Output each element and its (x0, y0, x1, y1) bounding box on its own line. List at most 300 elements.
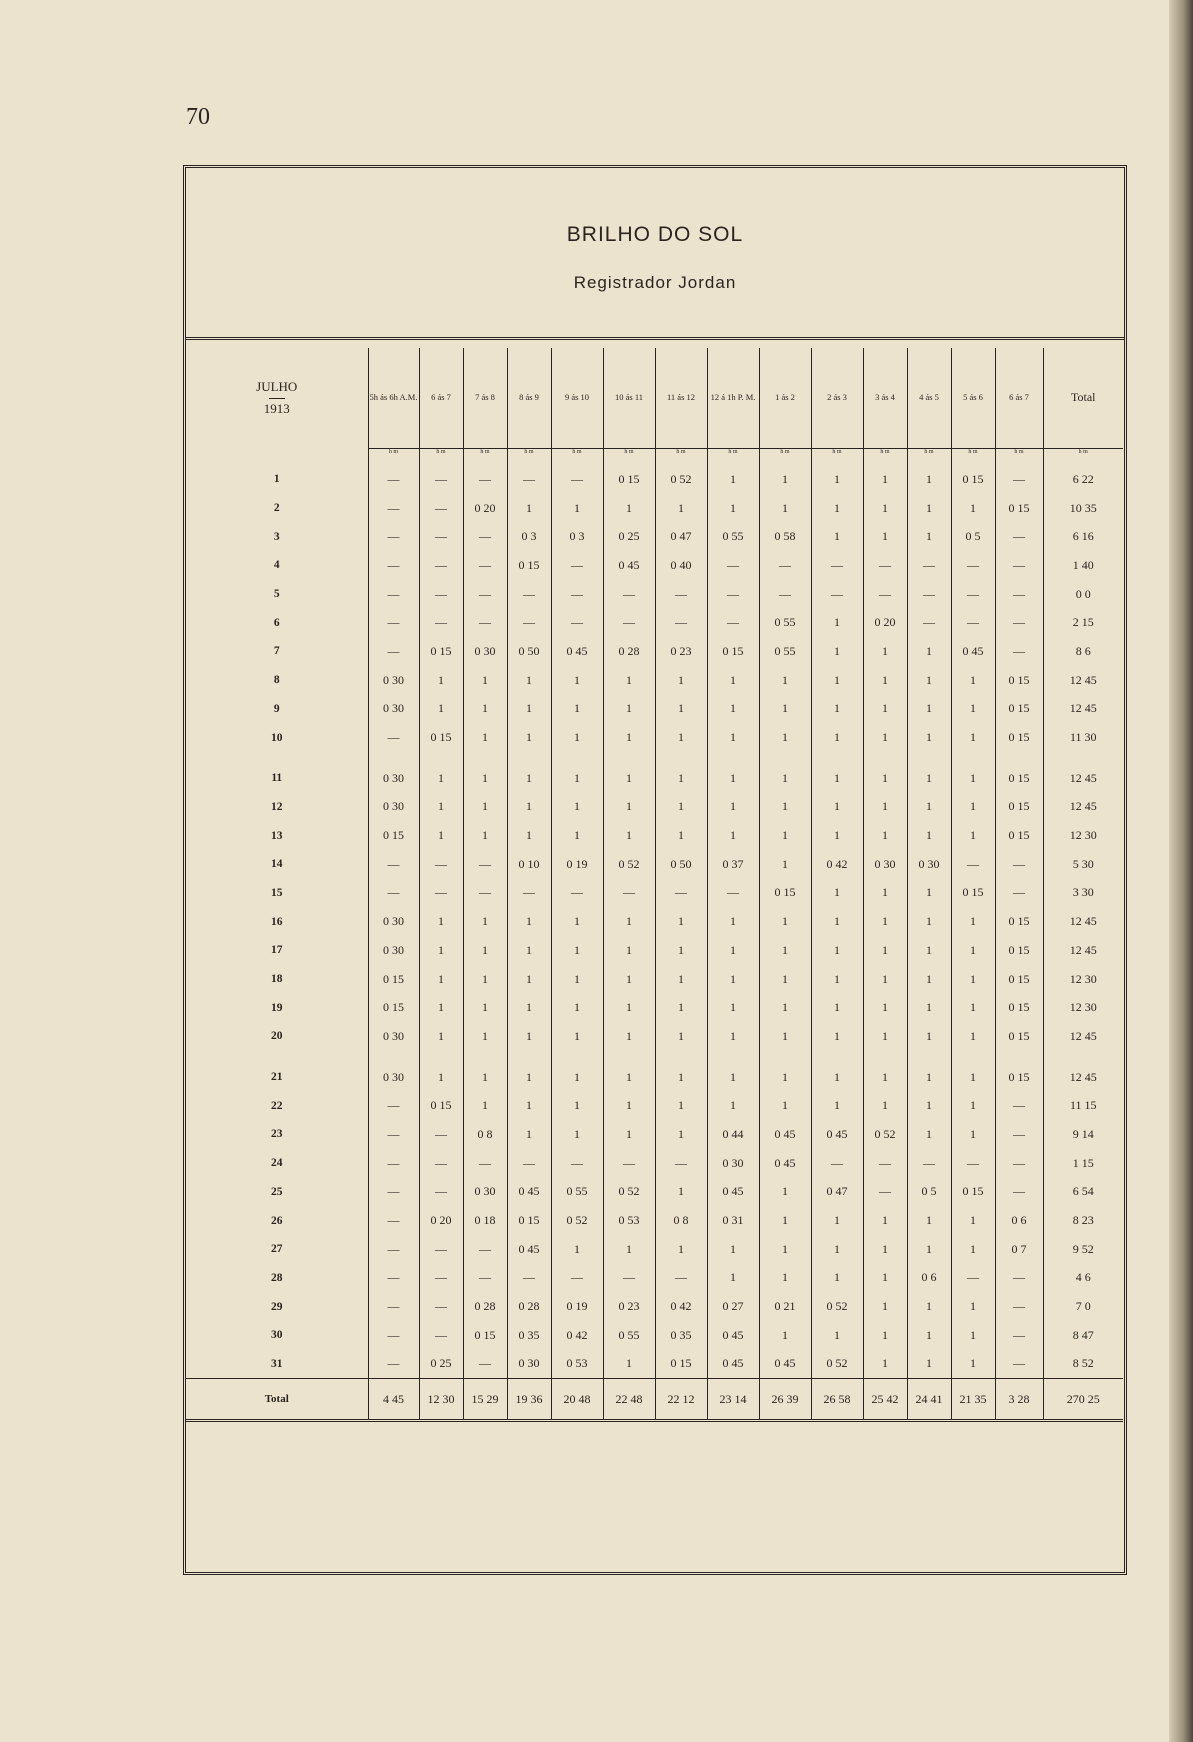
value-cell: 0 15 (368, 993, 419, 1022)
value-cell: 1 (951, 752, 995, 793)
value-cell: — (811, 1149, 863, 1178)
value-cell: 0 5 (951, 522, 995, 551)
value-cell: 12 30 (1043, 821, 1123, 850)
value-cell: 1 (655, 1178, 707, 1207)
value-cell: 1 (907, 1235, 951, 1264)
value-cell: 1 (603, 793, 655, 822)
value-cell: 1 (707, 821, 759, 850)
value-cell: 1 (907, 637, 951, 666)
value-cell: 0 5 (907, 1178, 951, 1207)
value-cell: — (463, 608, 507, 637)
day-cell: 21 (271, 1071, 283, 1084)
value-cell: 1 (811, 637, 863, 666)
day-cell: 9 (273, 702, 280, 715)
value-cell: 1 (507, 695, 551, 724)
value-cell: 11 15 (1043, 1091, 1123, 1120)
value-cell: 1 (863, 936, 907, 965)
value-cell: — (419, 494, 463, 523)
value-cell: 0 55 (759, 608, 811, 637)
value-cell: 0 42 (551, 1321, 603, 1350)
value-cell: 1 (551, 821, 603, 850)
value-cell: — (995, 551, 1043, 580)
value-cell: — (419, 465, 463, 494)
column-header: 5 ás 6 (951, 348, 995, 449)
value-cell: 0 15 (655, 1350, 707, 1379)
value-cell: 12 30 (1043, 965, 1123, 994)
value-cell: 1 (603, 907, 655, 936)
value-cell: — (551, 580, 603, 609)
value-cell: — (419, 1149, 463, 1178)
table-row (186, 850, 1123, 879)
value-cell: 1 (811, 695, 863, 724)
value-cell: — (507, 1264, 551, 1293)
value-cell: 0 15 (463, 1321, 507, 1350)
day-cell: 15 (271, 886, 283, 899)
value-cell: 1 (655, 494, 707, 523)
value-cell: 1 (507, 1091, 551, 1120)
value-cell: 0 15 (995, 1051, 1043, 1092)
page-edge (1169, 0, 1193, 1742)
value-cell: 1 (951, 695, 995, 724)
value-cell: — (463, 850, 507, 879)
value-cell: 0 15 (995, 793, 1043, 822)
value-cell: 1 (811, 465, 863, 494)
value-cell: 1 (759, 1321, 811, 1350)
value-cell: 1 (759, 936, 811, 965)
value-cell: — (951, 850, 995, 879)
value-cell: 0 6 (907, 1264, 951, 1293)
unit-spacer (186, 449, 368, 466)
value-cell: 1 (951, 494, 995, 523)
value-cell: 1 (551, 965, 603, 994)
value-cell: 0 20 (463, 494, 507, 523)
value-cell: 1 (863, 821, 907, 850)
value-cell: 0 52 (603, 1178, 655, 1207)
value-cell: 1 (419, 993, 463, 1022)
value-cell: 0 53 (603, 1206, 655, 1235)
value-cell: 1 (655, 821, 707, 850)
value-cell: — (419, 551, 463, 580)
value-cell: 0 19 (551, 1292, 603, 1321)
value-cell: 1 (863, 695, 907, 724)
value-cell: 0 30 (368, 936, 419, 965)
table-row (186, 1149, 1123, 1178)
value-cell: 1 (907, 666, 951, 695)
value-cell: 0 45 (707, 1178, 759, 1207)
value-cell: 0 45 (551, 637, 603, 666)
value-cell: 0 8 (655, 1206, 707, 1235)
value-cell: 0 40 (655, 551, 707, 580)
value-cell: 0 50 (507, 637, 551, 666)
value-cell: 12 45 (1043, 936, 1123, 965)
value-cell: 1 (907, 1206, 951, 1235)
day-cell: 16 (271, 915, 283, 928)
value-cell: — (863, 580, 907, 609)
value-cell: 1 (603, 752, 655, 793)
value-cell: 1 (951, 1051, 995, 1092)
value-cell: 0 47 (655, 522, 707, 551)
value-cell: 1 (655, 793, 707, 822)
value-cell: 1 (507, 1022, 551, 1051)
total-cell: 3 28 (995, 1379, 1043, 1421)
value-cell: 1 (863, 752, 907, 793)
value-cell: 1 (603, 1350, 655, 1379)
table-row (186, 907, 1123, 936)
value-cell: — (368, 1149, 419, 1178)
value-cell: 1 (507, 965, 551, 994)
value-cell: — (995, 1178, 1043, 1207)
value-cell: 1 (863, 1206, 907, 1235)
value-cell: 8 47 (1043, 1321, 1123, 1350)
value-cell: 1 (951, 1206, 995, 1235)
value-cell: 1 (707, 965, 759, 994)
value-cell: — (463, 1149, 507, 1178)
value-cell: 1 (863, 1091, 907, 1120)
unit-label: h m (419, 449, 463, 466)
value-cell: — (368, 1350, 419, 1379)
value-cell: — (995, 850, 1043, 879)
value-cell: 0 30 (863, 850, 907, 879)
table-row (186, 1091, 1123, 1120)
value-cell: 0 15 (995, 965, 1043, 994)
value-cell: — (603, 1149, 655, 1178)
value-cell: 0 3 (507, 522, 551, 551)
value-cell: 6 54 (1043, 1178, 1123, 1207)
value-cell: 1 (759, 1022, 811, 1051)
value-cell: 1 (603, 695, 655, 724)
value-cell: — (368, 1091, 419, 1120)
value-cell: 0 15 (707, 637, 759, 666)
value-cell: — (419, 1235, 463, 1264)
value-cell: — (951, 1264, 995, 1293)
value-cell: 1 (507, 752, 551, 793)
value-cell: 1 (463, 821, 507, 850)
value-cell: 1 (759, 752, 811, 793)
value-cell: 1 (907, 1051, 951, 1092)
value-cell: 1 (811, 1206, 863, 1235)
value-cell: 1 (759, 1178, 811, 1207)
value-cell: — (419, 522, 463, 551)
value-cell: 1 (863, 522, 907, 551)
value-cell: — (463, 522, 507, 551)
value-cell: 1 (811, 752, 863, 793)
value-cell: 12 45 (1043, 1051, 1123, 1092)
column-header: 8 ás 9 (507, 348, 551, 449)
value-cell: 1 (655, 907, 707, 936)
value-cell: 0 15 (995, 936, 1043, 965)
value-cell: — (419, 879, 463, 908)
value-cell: 1 (551, 793, 603, 822)
table-row (186, 494, 1123, 523)
value-cell: 1 (507, 1120, 551, 1149)
value-cell: 1 (707, 723, 759, 752)
total-cell: 270 25 (1043, 1379, 1123, 1421)
value-cell: 1 (507, 723, 551, 752)
table-row (186, 1235, 1123, 1264)
page-number: 70 (186, 104, 210, 130)
value-cell: — (995, 1350, 1043, 1379)
value-cell: 0 52 (811, 1292, 863, 1321)
value-cell: — (551, 1149, 603, 1178)
day-cell: 27 (271, 1243, 283, 1256)
value-cell: 0 20 (863, 608, 907, 637)
value-cell: — (995, 1149, 1043, 1178)
day-cell: 5 (273, 588, 280, 601)
value-cell: 1 (759, 1091, 811, 1120)
day-cell: 25 (271, 1185, 283, 1198)
unit-label: h m (603, 449, 655, 466)
unit-label: h m (1043, 449, 1123, 466)
value-cell: 1 (759, 993, 811, 1022)
total-cell: 22 48 (603, 1379, 655, 1421)
value-cell: — (907, 580, 951, 609)
value-cell: 1 (419, 752, 463, 793)
column-header: 4 ás 5 (907, 348, 951, 449)
value-cell: 1 (507, 793, 551, 822)
value-cell: — (419, 1178, 463, 1207)
column-header: 9 ás 10 (551, 348, 603, 449)
day-cell: 18 (271, 973, 283, 986)
value-cell: 1 (507, 821, 551, 850)
value-cell: 0 55 (551, 1178, 603, 1207)
value-cell: 1 (463, 936, 507, 965)
unit-label: h m (863, 449, 907, 466)
value-cell: 0 47 (811, 1178, 863, 1207)
value-cell: — (995, 1264, 1043, 1293)
value-cell: 1 (951, 666, 995, 695)
value-cell: 2 15 (1043, 608, 1123, 637)
value-cell: 0 52 (655, 465, 707, 494)
value-cell: — (995, 608, 1043, 637)
value-cell: 1 (551, 907, 603, 936)
value-cell: 0 15 (995, 723, 1043, 752)
value-cell: 0 53 (551, 1350, 603, 1379)
value-cell: 12 45 (1043, 695, 1123, 724)
table-row (186, 1350, 1123, 1379)
table-row (186, 965, 1123, 994)
column-header: 6 ás 7 (419, 348, 463, 449)
value-cell: 0 15 (995, 821, 1043, 850)
value-cell: 1 (811, 1091, 863, 1120)
value-cell: 1 (463, 723, 507, 752)
value-cell: 0 15 (368, 821, 419, 850)
value-cell: 0 52 (551, 1206, 603, 1235)
day-cell: 31 (271, 1357, 283, 1370)
value-cell: — (368, 850, 419, 879)
value-cell: 1 (655, 1022, 707, 1051)
value-cell: 0 19 (551, 850, 603, 879)
value-cell: 0 55 (759, 637, 811, 666)
value-cell: 1 (951, 821, 995, 850)
value-cell: 0 15 (507, 551, 551, 580)
value-cell: 1 (707, 1091, 759, 1120)
value-cell: 1 (759, 723, 811, 752)
value-cell: 1 (603, 723, 655, 752)
value-cell: 0 31 (707, 1206, 759, 1235)
value-cell: 0 10 (507, 850, 551, 879)
unit-label: h m (463, 449, 507, 466)
value-cell: — (507, 879, 551, 908)
value-cell: 1 (907, 907, 951, 936)
value-cell: 1 (551, 723, 603, 752)
value-cell: — (368, 1120, 419, 1149)
table-row (186, 879, 1123, 908)
value-cell: 0 30 (507, 1350, 551, 1379)
value-cell: 0 45 (811, 1120, 863, 1149)
value-cell: — (368, 1178, 419, 1207)
value-cell: 1 (707, 465, 759, 494)
value-cell: — (907, 551, 951, 580)
day-cell: 28 (271, 1271, 283, 1284)
unit-label: h m (907, 449, 951, 466)
value-cell: 0 15 (951, 465, 995, 494)
value-cell: — (707, 608, 759, 637)
value-cell: 1 (603, 993, 655, 1022)
value-cell: 1 (907, 695, 951, 724)
value-cell: 1 (951, 936, 995, 965)
unit-label: h m (507, 449, 551, 466)
value-cell: — (995, 465, 1043, 494)
value-cell: 1 (655, 1235, 707, 1264)
value-cell: — (507, 608, 551, 637)
value-cell: 0 15 (419, 1091, 463, 1120)
value-cell: 1 (759, 1264, 811, 1293)
value-cell: — (419, 1292, 463, 1321)
value-cell: — (368, 494, 419, 523)
value-cell: 1 (707, 695, 759, 724)
value-cell: 12 45 (1043, 907, 1123, 936)
value-cell: 1 (707, 1264, 759, 1293)
value-cell: 1 (463, 993, 507, 1022)
value-cell: 1 (603, 1120, 655, 1149)
value-cell: 0 21 (759, 1292, 811, 1321)
value-cell: 1 (951, 1235, 995, 1264)
value-cell: 0 30 (368, 1051, 419, 1092)
day-cell: 30 (271, 1329, 283, 1342)
value-cell: 1 (863, 1292, 907, 1321)
month-label: JULHO (256, 378, 298, 394)
table-row (186, 1264, 1123, 1293)
value-cell: 4 6 (1043, 1264, 1123, 1293)
value-cell: 0 18 (463, 1206, 507, 1235)
value-cell: 1 (419, 821, 463, 850)
value-cell: — (507, 465, 551, 494)
value-cell: 1 (811, 522, 863, 551)
unit-label: h m (551, 449, 603, 466)
value-cell: 0 42 (811, 850, 863, 879)
value-cell: 0 23 (603, 1292, 655, 1321)
value-cell: 0 30 (368, 1022, 419, 1051)
value-cell: 1 (655, 936, 707, 965)
value-cell: 1 (811, 965, 863, 994)
value-cell: — (655, 1149, 707, 1178)
value-cell: 1 (811, 1022, 863, 1051)
day-cell: 17 (271, 944, 283, 957)
day-cell: 14 (271, 858, 283, 871)
day-cell: 23 (271, 1128, 283, 1141)
value-cell: — (655, 608, 707, 637)
value-cell: 0 28 (603, 637, 655, 666)
value-cell: 1 (463, 752, 507, 793)
value-cell: 1 (603, 1091, 655, 1120)
value-cell: 0 7 (995, 1235, 1043, 1264)
unit-label: h m (707, 449, 759, 466)
value-cell: 9 52 (1043, 1235, 1123, 1264)
value-cell: 1 (419, 1022, 463, 1051)
value-cell: 0 30 (368, 752, 419, 793)
table-row (186, 608, 1123, 637)
value-cell: 1 (863, 993, 907, 1022)
table-row (186, 1206, 1123, 1235)
value-cell: 1 (759, 907, 811, 936)
value-cell: 1 (759, 1235, 811, 1264)
value-cell: — (951, 580, 995, 609)
value-cell: — (811, 551, 863, 580)
table-row (186, 1178, 1123, 1207)
value-cell: — (463, 1235, 507, 1264)
value-cell: 1 (759, 1206, 811, 1235)
value-cell: 0 45 (507, 1235, 551, 1264)
total-cell: 20 48 (551, 1379, 603, 1421)
table-row (186, 936, 1123, 965)
day-cell: 26 (271, 1214, 283, 1227)
value-cell: 1 (655, 695, 707, 724)
value-cell: 1 (759, 793, 811, 822)
value-cell: 1 (655, 752, 707, 793)
value-cell: 0 52 (603, 850, 655, 879)
value-cell: 1 (863, 666, 907, 695)
table-row (186, 1321, 1123, 1350)
value-cell: 1 (463, 1091, 507, 1120)
value-cell: — (995, 1091, 1043, 1120)
value-cell: — (419, 1264, 463, 1293)
value-cell: — (419, 850, 463, 879)
value-cell: 1 (419, 965, 463, 994)
value-cell: 0 45 (759, 1149, 811, 1178)
value-cell: 1 (811, 993, 863, 1022)
value-cell: 1 (907, 1120, 951, 1149)
day-cell: 10 (271, 731, 283, 744)
value-cell: 0 52 (811, 1350, 863, 1379)
value-cell: — (995, 580, 1043, 609)
value-cell: — (603, 1264, 655, 1293)
table-row (186, 1292, 1123, 1321)
value-cell: 1 (907, 993, 951, 1022)
total-cell: 4 45 (368, 1379, 419, 1421)
value-cell: 0 15 (995, 494, 1043, 523)
value-cell: — (463, 1264, 507, 1293)
value-cell: 0 8 (463, 1120, 507, 1149)
value-cell: 0 58 (759, 522, 811, 551)
column-header: 10 ás 11 (603, 348, 655, 449)
value-cell: — (463, 580, 507, 609)
value-cell: — (463, 1350, 507, 1379)
value-cell: 1 15 (1043, 1149, 1123, 1178)
value-cell: — (368, 1235, 419, 1264)
value-cell: — (368, 1321, 419, 1350)
value-cell: 1 (603, 965, 655, 994)
value-cell: 1 (907, 494, 951, 523)
value-cell: — (655, 879, 707, 908)
value-cell: 1 (603, 1022, 655, 1051)
value-cell: 0 15 (759, 879, 811, 908)
unit-label: h m (368, 449, 419, 466)
value-cell: 10 35 (1043, 494, 1123, 523)
value-cell: 0 35 (655, 1321, 707, 1350)
value-cell: — (551, 1264, 603, 1293)
table-row (186, 993, 1123, 1022)
header-block (186, 168, 1124, 340)
